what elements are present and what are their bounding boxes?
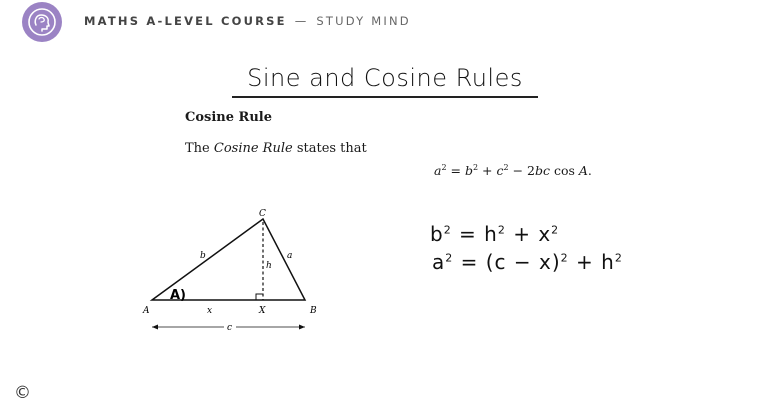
height-h-label: h	[266, 261, 272, 271]
section-heading: Cosine Rule	[185, 110, 272, 125]
vertex-b-label: B	[310, 306, 317, 316]
hw1-exp3: 2	[551, 223, 560, 237]
side-a-label: a	[287, 251, 293, 261]
hw1-exp2: 2	[497, 223, 506, 237]
hw2-eq: = (c − x)	[453, 250, 561, 274]
side-b-label: b	[200, 251, 206, 261]
course-name: MATHS A-LEVEL COURSE	[84, 14, 287, 28]
formula-exp: 2	[441, 163, 447, 172]
formula-plus: +	[478, 163, 497, 179]
study-mind-logo	[22, 2, 62, 42]
hw2-a: a	[432, 250, 446, 274]
formula-end: .	[587, 163, 592, 179]
formula-exp: 2	[503, 163, 509, 172]
formula-bc: bc	[534, 163, 550, 179]
hw2-exp3: 2	[614, 251, 623, 265]
formula-a: a	[434, 163, 442, 179]
hw1-b: b	[430, 222, 444, 246]
segment-x-label: x	[207, 306, 213, 316]
slide-title: Sine and Cosine Rules	[247, 64, 523, 92]
triangle-diagram	[130, 200, 330, 335]
hw1-exp1: 2	[443, 223, 452, 237]
intro-suffix: states that	[292, 141, 367, 156]
formula-minus: − 2	[508, 163, 535, 179]
brand-text	[84, 14, 411, 28]
left-arrowhead	[152, 325, 158, 330]
hw2-exp2: 2	[560, 251, 569, 265]
hw1-plus: + x	[505, 222, 552, 246]
organization-name: STUDY MIND	[316, 14, 411, 28]
side-c-label: c	[227, 323, 233, 333]
formula-cos: cos	[550, 163, 579, 179]
intro-prefix: The	[185, 141, 214, 156]
hw2-exp1: 2	[445, 251, 454, 265]
angle-a-mark: A)	[170, 288, 187, 303]
cosine-rule-formula	[434, 163, 592, 178]
intro-emphasis: Cosine Rule	[213, 141, 293, 156]
formula-exp: 2	[472, 163, 479, 172]
foot-x-label: X	[259, 306, 266, 316]
right-angle-mark	[256, 294, 263, 300]
hw2-plus: + h	[568, 250, 615, 274]
title-underline	[232, 96, 538, 98]
vertex-c-label: C	[259, 209, 266, 219]
formula-b: b	[464, 163, 473, 179]
intro-text	[185, 141, 367, 156]
copyright-icon: ©	[14, 383, 31, 403]
hw1-eq: = h	[451, 222, 498, 246]
handwritten-equation-1	[430, 222, 559, 246]
brand-separator: —	[294, 14, 309, 28]
handwritten-equation-2	[432, 250, 623, 274]
formula-eq: =	[446, 163, 465, 179]
header-bar	[0, 0, 781, 44]
formula-c: c	[496, 163, 504, 179]
formula-angle: A	[578, 163, 588, 179]
right-arrowhead	[299, 325, 305, 330]
brain-head-icon	[27, 7, 57, 37]
vertex-a-label: A	[143, 306, 150, 316]
